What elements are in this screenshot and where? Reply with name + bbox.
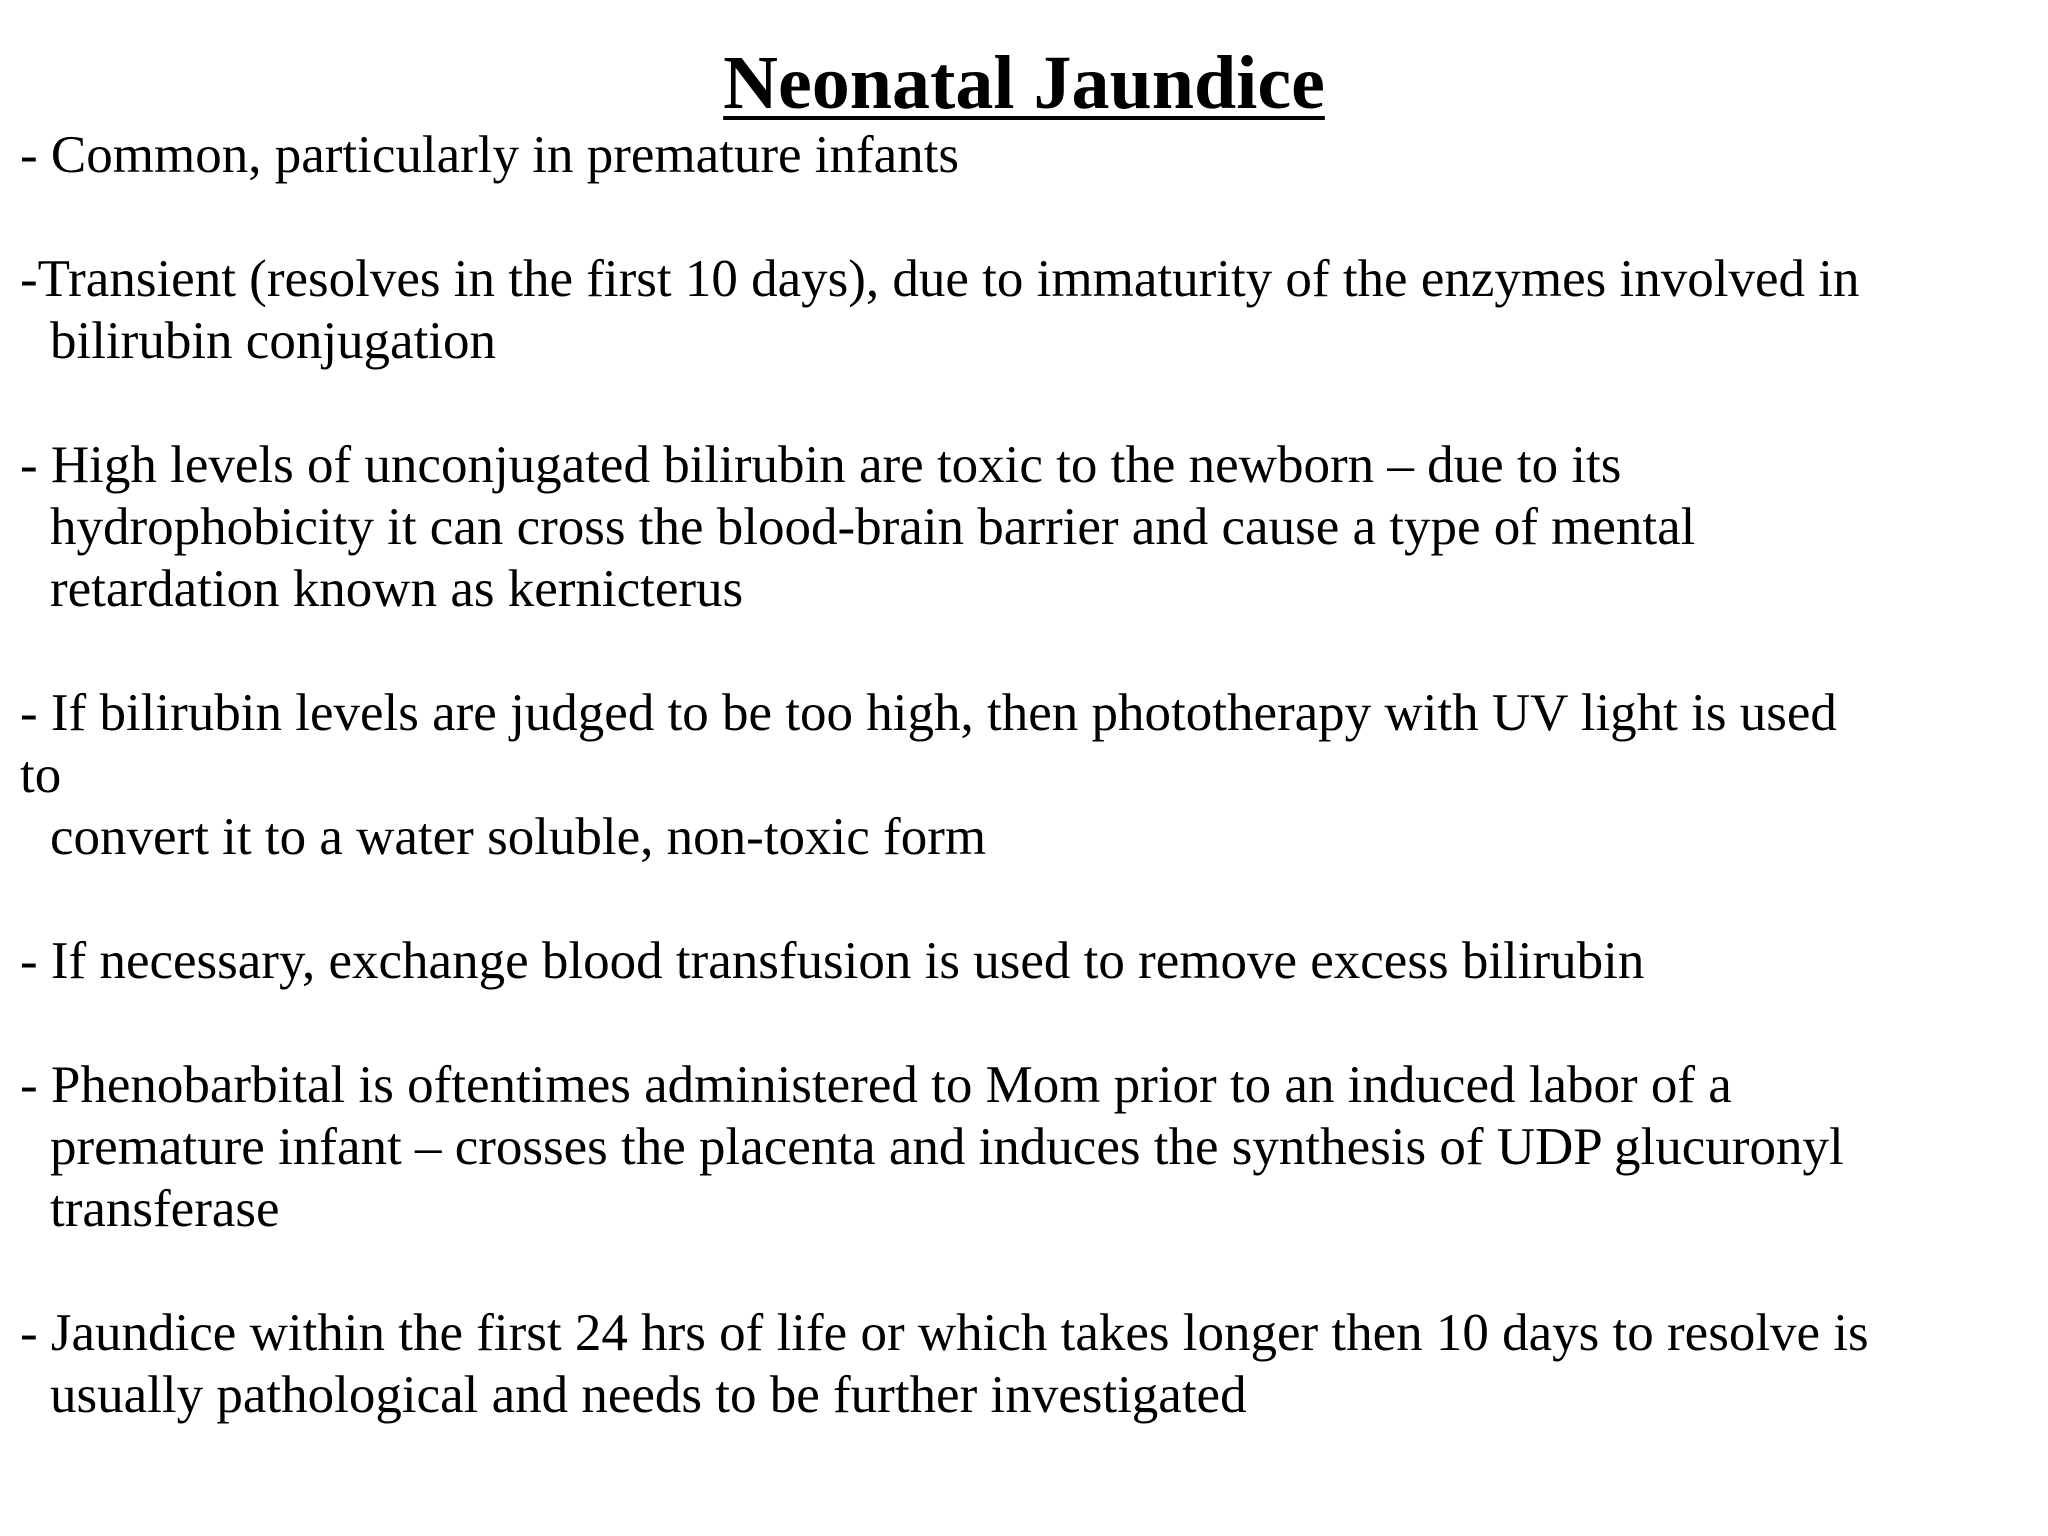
bullet-6-line-2: premature infant – crosses the placenta and induces the synthesis of UDP glucuronyl [50,1118,1844,1176]
bullet-6-line-3: transferase [50,1180,280,1238]
bullet-6-line-1: - Phenobarbital is oftentimes administered to Mom prior to an induced labor of a [20,1056,1732,1114]
bullet-2-line-2: bilirubin conjugation [50,312,497,370]
bullet-4-line-3: convert it to a water soluble, non-toxic form [50,808,987,866]
bullet-3-line-3: retardation known as kernicterus [50,560,744,618]
bullet-2-line-1: -Transient (resolves in the first 10 days), due to immaturity of the enzymes involved in [20,250,1860,308]
bullet-7-line-2: usually pathological and needs to be further investigated [50,1366,1247,1424]
bullet-3-line-1: - High levels of unconjugated bilirubin are toxic to the newborn – due to its [20,436,1622,494]
slide-title: Neonatal Jaundice [723,41,1325,125]
bullet-7-line-1: - Jaundice within the first 24 hrs of life or which takes longer then 10 days to resolve is [20,1304,1869,1362]
bullet-5-line-1: - If necessary, exchange blood transfusion is used to remove excess bilirubin [20,932,1645,990]
bullet-4-line-1: - If bilirubin levels are judged to be too high, then phototherapy with UV light is used [20,684,1837,742]
bullet-3-line-2: hydrophobicity it can cross the blood-brain barrier and cause a type of mental [50,498,1696,556]
bullet-1-line-1: - Common, particularly in premature infants [20,126,960,184]
bullet-4-line-2: to [20,746,62,804]
